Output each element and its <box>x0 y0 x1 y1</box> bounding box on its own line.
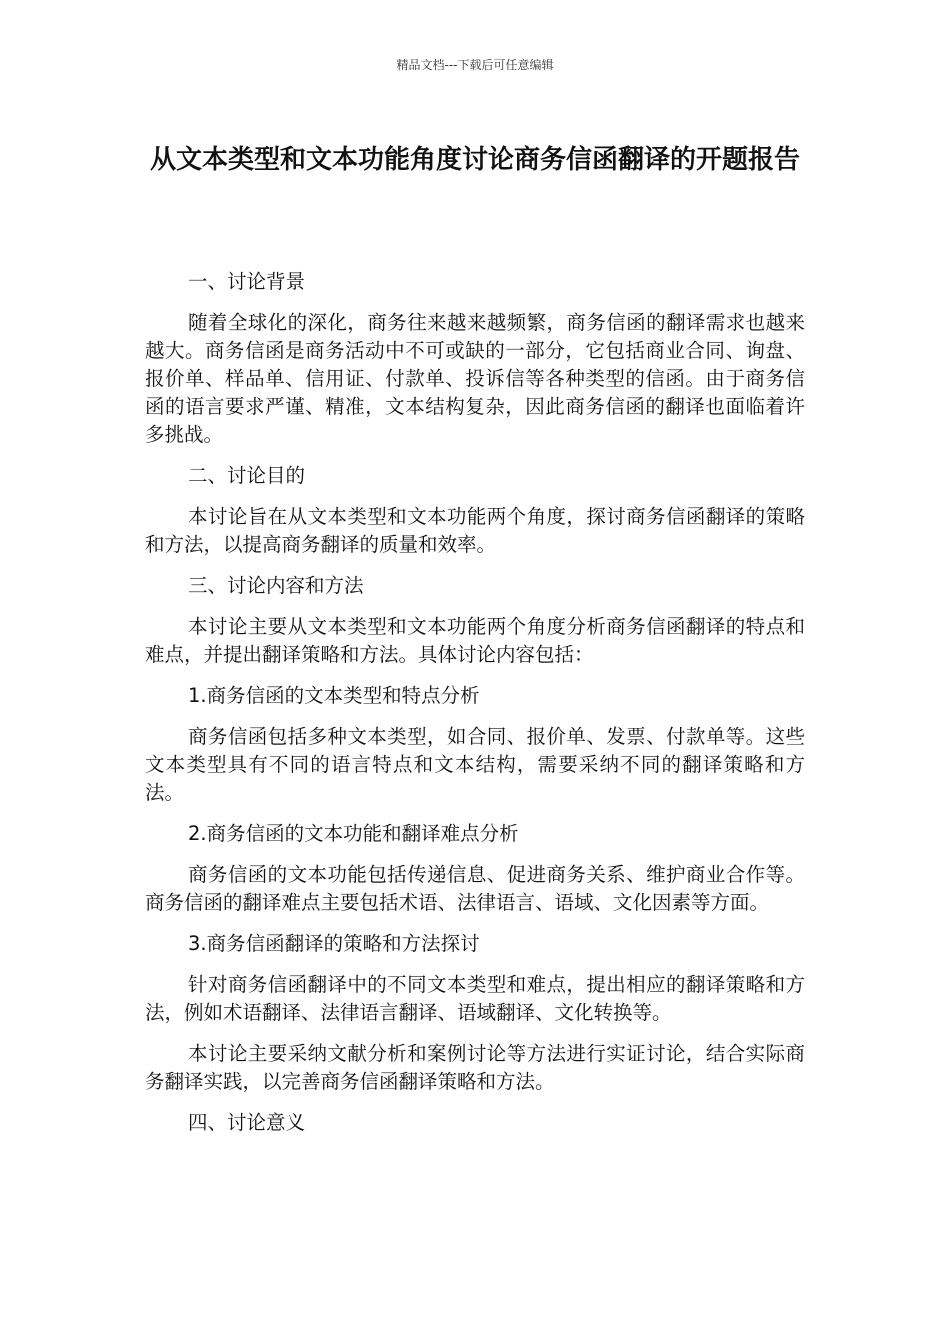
section-heading-purpose: 二、讨论目的 <box>188 464 306 487</box>
paragraph-methodology: 本讨论主要采纳文献分析和案例讨论等方法进行实证讨论，结合实际商务翻译实践，以完善商务信函翻译策略和方法。 <box>145 1042 805 1093</box>
section-heading-significance: 四、讨论意义 <box>188 1111 306 1134</box>
paragraph-text-types: 商务信函包括多种文本类型，如合同、报价单、发票、付款单等。这些文本类型具有不同的语言特点和文本结构，需要采纳不同的翻译策略和方法。 <box>145 725 805 804</box>
subheading-text-functions: 2.商务信函的文本功能和翻译难点分析 <box>188 822 519 845</box>
section-heading-content-method: 三、讨论内容和方法 <box>188 574 364 597</box>
paragraph-content-method: 本讨论主要从文本类型和文本功能两个角度分析商务信函翻译的特点和难点，并提出翻译策略和方法。具体讨论内容包括： <box>145 615 805 666</box>
paragraph-purpose: 本讨论旨在从文本类型和文本功能两个角度，探讨商务信函翻译的策略和方法，以提高商务翻译的质量和效率。 <box>145 505 805 556</box>
paragraph-strategies: 针对商务信函翻译中的不同文本类型和难点，提出相应的翻译策略和方法，例如术语翻译、法律语言翻译、语域翻译、文化转换等。 <box>145 973 805 1024</box>
section-heading-background: 一、讨论背景 <box>188 270 306 293</box>
page-header-note: 精品文档---下载后可任意编辑 <box>396 58 554 72</box>
paragraph-text-functions: 商务信函的文本功能包括传递信息、促进商务关系、维护商业合作等。商务信函的翻译难点主要包括术语、法律语言、语域、文化因素等方面。 <box>145 863 805 914</box>
paragraph-background: 随着全球化的深化，商务往来越来越频繁，商务信函的翻译需求也越来越大。商务信函是商务活动中不可或缺的一部分，它包括商业合同、询盘、报价单、样品单、信用证、付款单、投诉信等各种类型的信函。由于商务信函的语言要求严谨、精准，文本结构复杂，因此商务信函的翻译也面临着许多挑战。 <box>145 311 805 446</box>
subheading-text-types: 1.商务信函的文本类型和特点分析 <box>188 684 480 707</box>
subheading-strategies: 3.商务信函翻译的策略和方法探讨 <box>188 932 480 955</box>
document-title: 从文本类型和文本功能角度讨论商务信函翻译的开题报告 <box>149 145 800 175</box>
document-body <box>145 268 805 1150</box>
